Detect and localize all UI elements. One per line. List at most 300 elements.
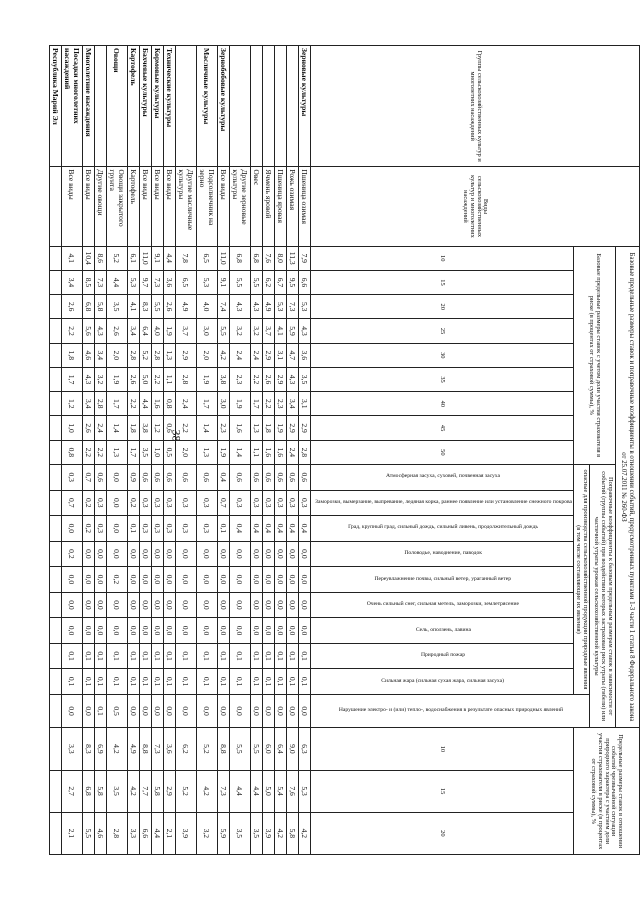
table-cell: 1,3 bbox=[107, 440, 128, 464]
table-cell: 0,0 bbox=[218, 618, 230, 644]
table-cell: 2,4 bbox=[230, 343, 251, 367]
table-cell: 3,5 bbox=[251, 812, 263, 854]
table-cell: 0,0 bbox=[299, 541, 311, 567]
table-cell: Зерновые культуры bbox=[299, 46, 311, 167]
table-cell: 2,3 bbox=[230, 367, 251, 391]
table-cell: 0,1 bbox=[197, 643, 218, 669]
table-cell: 0,0 bbox=[299, 694, 311, 727]
table-cell: 0,0 bbox=[287, 592, 299, 618]
table-cell: 2,9 bbox=[263, 343, 275, 367]
table-cell: 0,4 bbox=[275, 516, 287, 542]
table-cell: 0,0 bbox=[299, 592, 311, 618]
table-cell: 0,3 bbox=[140, 490, 152, 516]
table-cell: 3,7 bbox=[176, 319, 197, 343]
table-cell: 0,6 bbox=[251, 464, 263, 490]
table-cell: 4,2 bbox=[128, 770, 140, 812]
table-cell: 1,8 bbox=[62, 343, 83, 367]
table-cell: 0,0 bbox=[230, 618, 251, 644]
table-cell: 0,0 bbox=[107, 516, 128, 542]
table-cell: 6,6 bbox=[140, 812, 152, 854]
table-cell: 0,1 bbox=[218, 516, 230, 542]
table-cell: 0,1 bbox=[230, 669, 251, 695]
table-cell: 3,4 bbox=[83, 392, 95, 416]
table-cell: 0,0 bbox=[287, 694, 299, 727]
table-cell: 0,3 bbox=[164, 516, 176, 542]
table-cell: 0,6 bbox=[164, 416, 176, 440]
table-cell: 0,3 bbox=[176, 490, 197, 516]
header-right-col: 15 bbox=[311, 770, 574, 812]
header-coef-col: Сель, оползень, лавина bbox=[415, 626, 471, 633]
table-cell: Подсолнечник на зерно bbox=[197, 167, 218, 246]
table-cell: 4,3 bbox=[95, 319, 107, 343]
table-cell: 8,5 bbox=[83, 270, 95, 294]
table-cell: 0,0 bbox=[140, 567, 152, 593]
table-cell: Бахчевые культуры bbox=[140, 46, 152, 167]
table-cell: 6,3 bbox=[299, 728, 311, 770]
table-row bbox=[83, 46, 95, 855]
header-share-col: 30 bbox=[311, 343, 574, 367]
header-coef-col: Сильная жара (сильная сухая жара, сильная засуха) bbox=[381, 677, 505, 684]
table-cell bbox=[50, 464, 62, 490]
table-cell: 0,1 bbox=[263, 643, 275, 669]
table-cell: 0,2 bbox=[62, 541, 83, 567]
table-cell: 0,4 bbox=[263, 516, 275, 542]
table-cell bbox=[50, 592, 62, 618]
table-cell: 0,6 bbox=[263, 464, 275, 490]
table-cell: 0,1 bbox=[287, 669, 299, 695]
table-cell: 3,4 bbox=[62, 270, 83, 294]
table-cell: 0,0 bbox=[62, 567, 83, 593]
table-cell: 0,0 bbox=[218, 592, 230, 618]
table-cell: 2,0 bbox=[197, 343, 218, 367]
table-cell: 1,9 bbox=[107, 367, 128, 391]
table-cell: 2,0 bbox=[176, 440, 197, 464]
table-cell: 0,1 bbox=[218, 669, 230, 695]
table-cell: 0,3 bbox=[152, 516, 164, 542]
table-cell: 0,1 bbox=[251, 643, 263, 669]
table-cell: 3,5 bbox=[230, 812, 251, 854]
table-cell: 1,4 bbox=[230, 440, 251, 464]
table-cell: 2,4 bbox=[287, 440, 299, 464]
table-cell: 5,2 bbox=[176, 770, 197, 812]
table-cell: 0,3 bbox=[230, 490, 251, 516]
table-cell: 8,6 bbox=[95, 246, 107, 270]
table-cell: 5,8 bbox=[152, 770, 164, 812]
table-cell: 4,2 bbox=[275, 812, 287, 854]
table-cell: 0,9 bbox=[128, 464, 140, 490]
table-cell: 2,3 bbox=[275, 392, 287, 416]
table-cell: 0,1 bbox=[62, 643, 83, 669]
header-coef-col: Град, крупный град, сильный дождь, сильный ливень, продолжительный дождь bbox=[348, 524, 539, 531]
table-cell: 0,0 bbox=[107, 592, 128, 618]
table-body bbox=[50, 46, 311, 855]
table-cell: 5,0 bbox=[140, 367, 152, 391]
table-cell: 9,5 bbox=[287, 270, 299, 294]
table-cell: 7,7 bbox=[140, 770, 152, 812]
table-cell: 0,3 bbox=[251, 490, 263, 516]
table-cell: 10,4 bbox=[83, 246, 95, 270]
table-cell: 0,0 bbox=[251, 567, 263, 593]
table-cell: 4,9 bbox=[263, 295, 275, 319]
table-row bbox=[107, 46, 128, 855]
table-cell: 0,1 bbox=[275, 669, 287, 695]
header-coef-col: Нарушение электро- и (или) тепло-, водоснабжения в результате опасных природных явлений bbox=[339, 707, 564, 714]
table-cell bbox=[50, 319, 62, 343]
table-cell: Все виды bbox=[218, 167, 230, 246]
table-cell: 2,8 bbox=[152, 343, 164, 367]
table-cell: 4,0 bbox=[152, 319, 164, 343]
table-cell: 0,0 bbox=[83, 618, 95, 644]
table-cell: 5,2 bbox=[140, 343, 152, 367]
table-row bbox=[299, 46, 311, 855]
table-cell: 0,7 bbox=[62, 490, 83, 516]
table-row bbox=[128, 46, 140, 855]
table-cell: 6,1 bbox=[128, 246, 140, 270]
table-cell: 1,0 bbox=[152, 440, 164, 464]
table-cell: 3,4 bbox=[95, 343, 107, 367]
table-cell: 0,0 bbox=[230, 541, 251, 567]
table-row bbox=[275, 46, 287, 855]
table-cell: 2,9 bbox=[287, 416, 299, 440]
header-coef-sub: опасные для производства сельскохозяйственной продукции природные явления (в том числе составляющие их явления) bbox=[573, 464, 589, 694]
table-cell: 2,4 bbox=[251, 343, 263, 367]
table-cell: 3,3 bbox=[128, 812, 140, 854]
table-cell bbox=[50, 295, 62, 319]
table-cell: 0,0 bbox=[197, 541, 218, 567]
table-cell: 0,2 bbox=[107, 567, 128, 593]
table-cell: 0,1 bbox=[230, 643, 251, 669]
table-cell bbox=[251, 46, 263, 167]
table-cell: 11,0 bbox=[140, 246, 152, 270]
table-cell: 2,1 bbox=[164, 812, 176, 854]
table-cell: Республика Марий Эл bbox=[50, 46, 62, 167]
table-cell: 3,1 bbox=[275, 343, 287, 367]
table-cell: 2,7 bbox=[62, 770, 83, 812]
table-cell: 4,7 bbox=[287, 343, 299, 367]
header-base-rates: Базовые предельные размеры ставок с учетом доли участия страхователя в риске (в процентах от страховой суммы), % bbox=[573, 246, 615, 464]
table-cell: 4,0 bbox=[197, 295, 218, 319]
table-cell: 6,2 bbox=[263, 270, 275, 294]
table-cell: 0,0 bbox=[230, 567, 251, 593]
table-cell: 5,8 bbox=[95, 770, 107, 812]
header-coef-col: Половодье, наводнение, паводок bbox=[404, 549, 482, 556]
table-cell: 9,7 bbox=[140, 270, 152, 294]
table-cell: 3,5 bbox=[140, 440, 152, 464]
table-cell: 0,3 bbox=[263, 490, 275, 516]
table-cell: 1,2 bbox=[152, 416, 164, 440]
header-coef-col: Атмосферная засуха, суховей, почвенная засуха bbox=[386, 473, 501, 480]
table-cell: 0,0 bbox=[140, 541, 152, 567]
page-number: 38 bbox=[169, 429, 184, 442]
table-cell: 0,1 bbox=[218, 643, 230, 669]
table-cell bbox=[50, 490, 62, 516]
table-cell: 0,0 bbox=[275, 592, 287, 618]
table-cell: 0,0 bbox=[251, 541, 263, 567]
header-share-col: 50 bbox=[311, 440, 574, 464]
table-row bbox=[95, 46, 107, 855]
table-cell: 0,0 bbox=[95, 541, 107, 567]
table-cell: 6,8 bbox=[83, 770, 95, 812]
table-cell: 0,6 bbox=[164, 464, 176, 490]
table-cell: 0,0 bbox=[275, 567, 287, 593]
table-cell: 5,4 bbox=[275, 770, 287, 812]
table-cell: 2,8 bbox=[299, 440, 311, 464]
table-cell: Посадки многолетних насаждений bbox=[62, 46, 83, 167]
table-cell: 3,7 bbox=[263, 319, 275, 343]
table-cell: 5,2 bbox=[197, 728, 218, 770]
table-cell: 0,3 bbox=[299, 490, 311, 516]
table-cell: 0,1 bbox=[140, 643, 152, 669]
table-cell: 0,1 bbox=[299, 643, 311, 669]
header-top-left: Базовые предельные размеры ставок и поправочные коэффициенты в отношении событий, предусмотренных пунктами 1-3 части 1 статьи 8 Федерального закона от 25.07.2011 № 260-ФЗ bbox=[616, 246, 640, 728]
table-cell: 2,6 bbox=[107, 319, 128, 343]
table-cell: 0,7 bbox=[83, 464, 95, 490]
table-cell: Многолетние насаждения bbox=[83, 46, 95, 167]
table-cell: 1,8 bbox=[128, 416, 140, 440]
table-cell: 6,0 bbox=[263, 728, 275, 770]
table-cell: 8,8 bbox=[218, 728, 230, 770]
table-cell bbox=[50, 541, 62, 567]
table-cell: Все виды bbox=[83, 167, 95, 246]
table-cell: 6,8 bbox=[83, 295, 95, 319]
table-cell: 0,4 bbox=[299, 516, 311, 542]
table-cell: Картофель bbox=[128, 167, 140, 246]
header-share-col: 25 bbox=[311, 319, 574, 343]
table-cell bbox=[50, 618, 62, 644]
table-cell: 4,9 bbox=[128, 728, 140, 770]
table-cell: 3,4 bbox=[128, 319, 140, 343]
table-cell: 2,3 bbox=[218, 416, 230, 440]
table-row bbox=[230, 46, 251, 855]
table-cell: 3,6 bbox=[164, 270, 176, 294]
table-row bbox=[62, 46, 83, 855]
table-cell: 0,1 bbox=[152, 669, 164, 695]
table-cell: 5,2 bbox=[107, 246, 128, 270]
table-cell: 2,6 bbox=[83, 416, 95, 440]
table-cell: 7,3 bbox=[152, 728, 164, 770]
table-cell: 1,9 bbox=[218, 440, 230, 464]
table-cell: 2,9 bbox=[164, 770, 176, 812]
table-cell: 0,3 bbox=[140, 516, 152, 542]
table-cell: 4,3 bbox=[83, 367, 95, 391]
table-cell: 0,0 bbox=[95, 592, 107, 618]
table-cell: 6,4 bbox=[275, 728, 287, 770]
table-cell: 4,4 bbox=[164, 246, 176, 270]
table-cell: 0,0 bbox=[107, 618, 128, 644]
table-cell: 2,6 bbox=[128, 367, 140, 391]
table-cell: 2,9 bbox=[176, 343, 197, 367]
table-cell: 0,1 bbox=[164, 643, 176, 669]
table-cell bbox=[275, 46, 287, 167]
table-cell: 0,0 bbox=[218, 567, 230, 593]
table-cell: 5,5 bbox=[230, 270, 251, 294]
table-cell: 2,2 bbox=[176, 416, 197, 440]
table-cell: Другие масличные культуры bbox=[176, 167, 197, 246]
table-cell: 3,2 bbox=[95, 367, 107, 391]
table-cell: 3,9 bbox=[263, 812, 275, 854]
table-cell: 0,0 bbox=[263, 694, 275, 727]
table-cell: 4,9 bbox=[176, 295, 197, 319]
header-share-col: 40 bbox=[311, 392, 574, 416]
table-cell: 7,8 bbox=[176, 246, 197, 270]
table-cell: 7,3 bbox=[95, 270, 107, 294]
table-cell: 0,0 bbox=[218, 541, 230, 567]
table-cell: 0,7 bbox=[218, 490, 230, 516]
table-cell bbox=[50, 392, 62, 416]
table-cell: 0,0 bbox=[287, 618, 299, 644]
table-cell bbox=[50, 812, 62, 854]
table-cell: Масличные культуры bbox=[197, 46, 218, 167]
table-cell: 0,0 bbox=[62, 694, 83, 727]
table-cell: Ячмень яровой bbox=[263, 167, 275, 246]
table-cell: 0,3 bbox=[95, 516, 107, 542]
table-cell: 0,0 bbox=[164, 694, 176, 727]
table-cell: 4,1 bbox=[62, 246, 83, 270]
table-cell: 1,6 bbox=[275, 440, 287, 464]
table-cell: 3,0 bbox=[197, 319, 218, 343]
table-cell: 0,0 bbox=[107, 464, 128, 490]
table-cell: 1,6 bbox=[152, 392, 164, 416]
table-cell: 2,2 bbox=[62, 319, 83, 343]
table-cell bbox=[50, 167, 62, 246]
header-share-col: 10 bbox=[311, 246, 574, 270]
table-cell: 3,2 bbox=[197, 812, 218, 854]
table-cell: 5,5 bbox=[230, 728, 251, 770]
table-cell: 6,8 bbox=[251, 246, 263, 270]
table-cell: Зернобобовые культуры bbox=[218, 46, 230, 167]
header-share-col: 35 bbox=[311, 367, 574, 391]
table-cell: 0,2 bbox=[83, 490, 95, 516]
table-cell: 0,0 bbox=[152, 694, 164, 727]
table-cell: 5,0 bbox=[263, 770, 275, 812]
table-cell: 0,1 bbox=[128, 516, 140, 542]
table-cell: 4,4 bbox=[230, 770, 251, 812]
table-cell: 0,0 bbox=[164, 592, 176, 618]
table-cell: 0,3 bbox=[275, 490, 287, 516]
table-cell: 2,9 bbox=[275, 367, 287, 391]
table-cell: 0,1 bbox=[95, 694, 107, 727]
table-cell: 1,3 bbox=[251, 416, 263, 440]
table-cell: 0,1 bbox=[176, 669, 197, 695]
table-cell: 0,6 bbox=[197, 464, 218, 490]
table-cell: 0,0 bbox=[299, 567, 311, 593]
table-cell: 0,0 bbox=[83, 567, 95, 593]
table-cell: 3,6 bbox=[164, 728, 176, 770]
table-cell: 0,3 bbox=[176, 516, 197, 542]
table-cell: 2,2 bbox=[263, 392, 275, 416]
table-cell: 2,2 bbox=[83, 440, 95, 464]
header-share-col: 15 bbox=[311, 270, 574, 294]
table-cell: 0,0 bbox=[164, 541, 176, 567]
table-cell: 9,0 bbox=[287, 728, 299, 770]
table-cell bbox=[50, 567, 62, 593]
table-cell: 0,0 bbox=[176, 694, 197, 727]
table-cell: 0,0 bbox=[230, 592, 251, 618]
table-cell: 2,4 bbox=[176, 392, 197, 416]
table-cell: 0,2 bbox=[128, 490, 140, 516]
table-cell: 0,0 bbox=[62, 592, 83, 618]
table-cell: 0,0 bbox=[251, 618, 263, 644]
table-cell: 0,0 bbox=[275, 618, 287, 644]
table-cell: 4,2 bbox=[107, 728, 128, 770]
table-cell: Овощи bbox=[107, 46, 128, 167]
table-cell: Пшеница озимая bbox=[299, 167, 311, 246]
table-cell: 0,3 bbox=[164, 490, 176, 516]
table-cell: 9,1 bbox=[152, 246, 164, 270]
table-cell: 0,0 bbox=[83, 694, 95, 727]
table-cell bbox=[50, 246, 62, 270]
table-cell: 0,3 bbox=[287, 490, 299, 516]
table-cell: 5,6 bbox=[83, 319, 95, 343]
header-coef-col: Природный пожар bbox=[421, 652, 466, 659]
table-cell: 0,0 bbox=[62, 516, 83, 542]
table-cell: 8,0 bbox=[275, 246, 287, 270]
table-row bbox=[140, 46, 152, 855]
table-cell: 0,1 bbox=[107, 669, 128, 695]
table-cell: 7,9 bbox=[299, 246, 311, 270]
table-cell: 0,0 bbox=[140, 592, 152, 618]
table-cell: 0,0 bbox=[140, 694, 152, 727]
table-cell: 1,2 bbox=[62, 392, 83, 416]
table-cell: 0,0 bbox=[107, 490, 128, 516]
header-group: Группы сельскохозяйственных культур и многолетних насаждений bbox=[311, 46, 640, 167]
table-cell: 1,7 bbox=[128, 440, 140, 464]
table-cell bbox=[50, 728, 62, 770]
table-cell: 2,8 bbox=[95, 392, 107, 416]
table-cell: Все виды bbox=[152, 167, 164, 246]
header-right-col: 20 bbox=[311, 812, 574, 854]
table-cell: 8,3 bbox=[140, 295, 152, 319]
table-cell: 0,0 bbox=[197, 592, 218, 618]
table-row bbox=[218, 46, 230, 855]
table-cell: 3,9 bbox=[176, 812, 197, 854]
table-cell: 0,0 bbox=[263, 567, 275, 593]
table-cell: 5,5 bbox=[251, 728, 263, 770]
table-cell: 0,6 bbox=[299, 464, 311, 490]
table-cell: 1,6 bbox=[230, 416, 251, 440]
table-cell bbox=[263, 46, 275, 167]
table-cell: Все виды bbox=[164, 167, 176, 246]
table-cell: 0,0 bbox=[107, 541, 128, 567]
table-cell: 0,1 bbox=[299, 669, 311, 695]
table-cell: 5,3 bbox=[299, 770, 311, 812]
header-coef-col: Очень сильный снег, сильная метель, заморозки, землетрясение bbox=[367, 601, 520, 608]
table-cell: 4,2 bbox=[197, 770, 218, 812]
table-cell: 2,0 bbox=[107, 343, 128, 367]
table-cell: 2,8 bbox=[128, 343, 140, 367]
table-cell: 0,0 bbox=[128, 541, 140, 567]
table-cell: 1,4 bbox=[197, 416, 218, 440]
table-cell: 5,3 bbox=[128, 270, 140, 294]
table-cell: 0,3 bbox=[197, 516, 218, 542]
table-cell: 2,8 bbox=[107, 812, 128, 854]
table-cell: 0,6 bbox=[140, 464, 152, 490]
table-cell: 0,3 bbox=[62, 464, 83, 490]
table-cell: 0,6 bbox=[152, 464, 164, 490]
table-cell: 8,3 bbox=[83, 728, 95, 770]
table-cell: 0,0 bbox=[95, 618, 107, 644]
table-cell bbox=[287, 46, 299, 167]
table-cell: 1,7 bbox=[251, 392, 263, 416]
table-cell bbox=[50, 669, 62, 695]
table-cell: 0,0 bbox=[152, 541, 164, 567]
table-cell bbox=[50, 416, 62, 440]
table-cell: 0,1 bbox=[263, 669, 275, 695]
table-row bbox=[287, 46, 299, 855]
table-cell: 0,0 bbox=[176, 541, 197, 567]
table-cell: Все виды bbox=[140, 167, 152, 246]
table-cell: 0,1 bbox=[287, 643, 299, 669]
